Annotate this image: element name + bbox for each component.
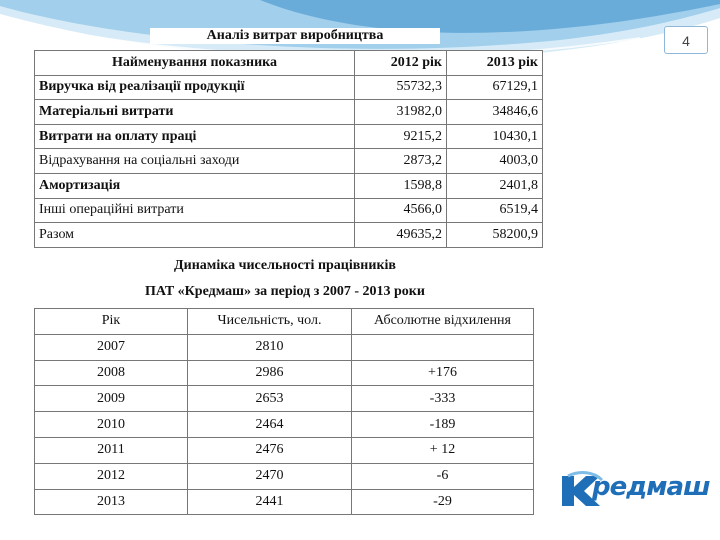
count-cell: 2986 xyxy=(188,360,352,386)
value-cell: 2873,2 xyxy=(355,149,447,174)
header-cell: Рік xyxy=(35,309,188,335)
table2-title-line2: ПАТ «Кредмаш» за період з 2007 - 2013 роки xyxy=(145,284,425,299)
deviation-cell: -333 xyxy=(352,386,534,412)
value-cell: 6519,4 xyxy=(447,198,543,223)
year-cell: 2013 xyxy=(35,489,188,515)
year-cell: 2008 xyxy=(35,360,188,386)
staff-dynamics-table xyxy=(34,308,534,515)
table-row xyxy=(35,198,543,223)
header-cell: Найменування показника xyxy=(35,51,355,76)
table-header-row xyxy=(35,309,534,335)
count-cell: 2653 xyxy=(188,386,352,412)
value-cell: 4566,0 xyxy=(355,198,447,223)
table-row xyxy=(35,149,543,174)
value-cell: 58200,9 xyxy=(447,223,543,248)
indicator-name-cell: Разом xyxy=(35,223,355,248)
year-cell: 2012 xyxy=(35,463,188,489)
costs-table xyxy=(34,50,543,248)
count-cell: 2441 xyxy=(188,489,352,515)
table-row xyxy=(35,437,534,463)
kredmash-logo-text: редмаш xyxy=(592,472,710,502)
header-cell: 2013 рік xyxy=(447,51,543,76)
count-cell: 2470 xyxy=(188,463,352,489)
header-cell: Чисельність, чол. xyxy=(188,309,352,335)
table-row xyxy=(35,100,543,125)
deviation-cell: -29 xyxy=(352,489,534,515)
value-cell: 31982,0 xyxy=(355,100,447,125)
table-row xyxy=(35,386,534,412)
indicator-name-cell: Амортизація xyxy=(35,173,355,198)
deviation-cell: -6 xyxy=(352,463,534,489)
header-cell: 2012 рік xyxy=(355,51,447,76)
table2-title-line1: Динаміка чисельності працівників xyxy=(174,258,396,273)
year-cell: 2007 xyxy=(35,334,188,360)
value-cell: 2401,8 xyxy=(447,173,543,198)
table-row xyxy=(35,223,543,248)
table-row xyxy=(35,173,543,198)
table-row xyxy=(35,124,543,149)
value-cell: 10430,1 xyxy=(447,124,543,149)
table-row xyxy=(35,360,534,386)
table-row xyxy=(35,334,534,360)
table-row xyxy=(35,75,543,100)
table1-title: Аналіз витрат виробництва xyxy=(150,28,440,44)
deviation-cell: -189 xyxy=(352,412,534,438)
deviation-cell: +176 xyxy=(352,360,534,386)
table-row xyxy=(35,463,534,489)
header-cell: Абсолютне відхилення xyxy=(352,309,534,335)
year-cell: 2011 xyxy=(35,437,188,463)
indicator-name-cell: Матеріальні витрати xyxy=(35,100,355,125)
page-number: 4 xyxy=(664,26,708,54)
indicator-name-cell: Виручка від реалізації продукції xyxy=(35,75,355,100)
indicator-name-cell: Відрахування на соціальні заходи xyxy=(35,149,355,174)
table-row xyxy=(35,489,534,515)
value-cell: 4003,0 xyxy=(447,149,543,174)
deviation-cell xyxy=(352,334,534,360)
table-header-row xyxy=(35,51,543,76)
count-cell: 2810 xyxy=(188,334,352,360)
year-cell: 2010 xyxy=(35,412,188,438)
value-cell: 34846,6 xyxy=(447,100,543,125)
value-cell: 9215,2 xyxy=(355,124,447,149)
indicator-name-cell: Інші операційні витрати xyxy=(35,198,355,223)
value-cell: 67129,1 xyxy=(447,75,543,100)
count-cell: 2476 xyxy=(188,437,352,463)
deviation-cell: + 12 xyxy=(352,437,534,463)
indicator-name-cell: Витрати на оплату праці xyxy=(35,124,355,149)
value-cell: 1598,8 xyxy=(355,173,447,198)
year-cell: 2009 xyxy=(35,386,188,412)
value-cell: 55732,3 xyxy=(355,75,447,100)
table-row xyxy=(35,412,534,438)
count-cell: 2464 xyxy=(188,412,352,438)
value-cell: 49635,2 xyxy=(355,223,447,248)
